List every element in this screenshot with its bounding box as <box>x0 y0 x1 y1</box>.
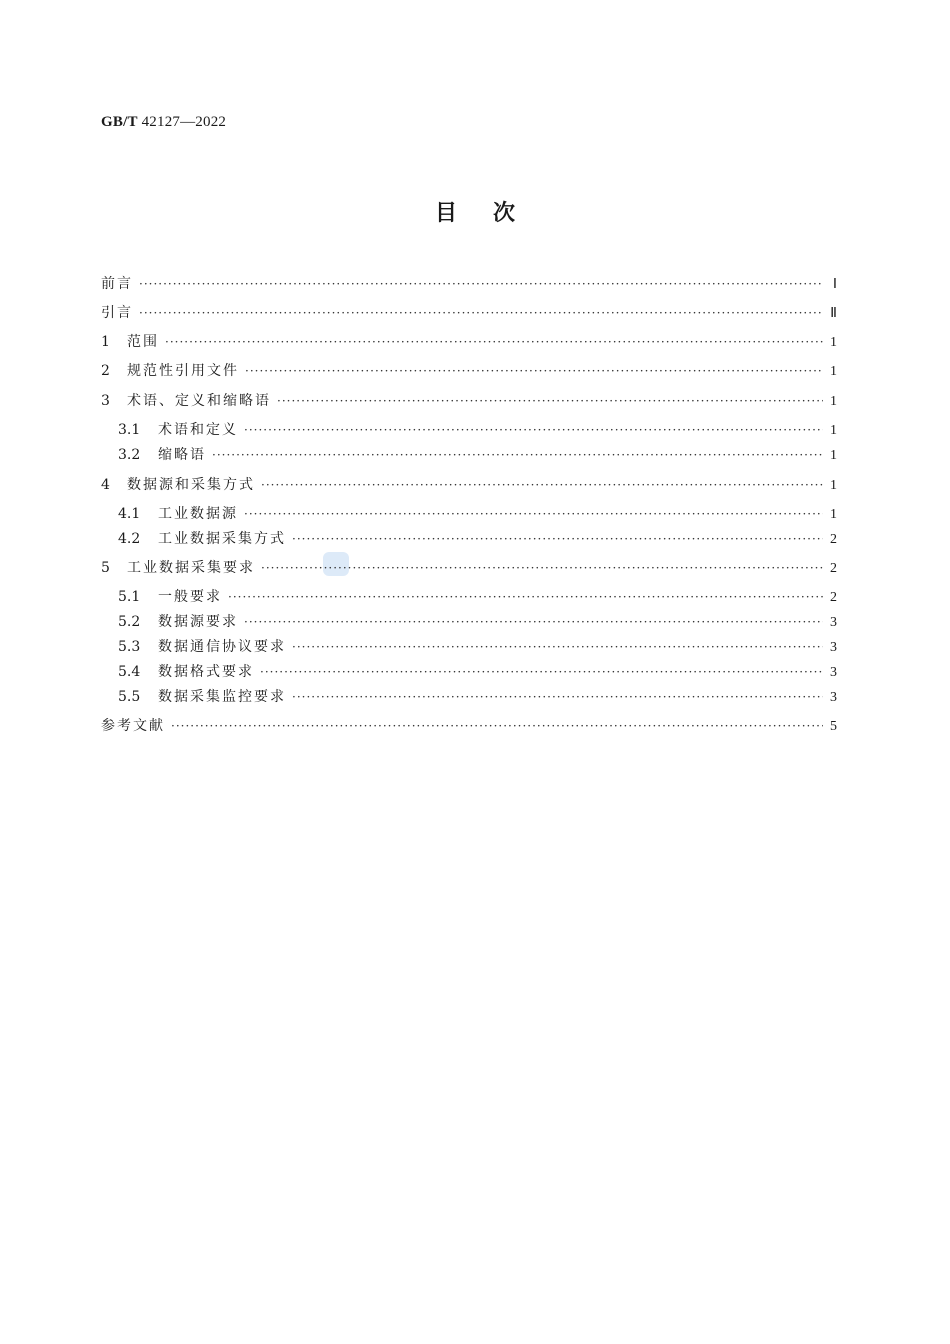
toc-entry[interactable] <box>101 716 837 736</box>
toc-entry-title: 数据通信协议要求 <box>158 639 286 655</box>
toc-entry-title: 引言 <box>101 305 133 321</box>
toc-dot-leader <box>244 504 823 524</box>
toc-entry-number: 5.4 <box>118 664 141 680</box>
toc-entry-title: 范围 <box>127 334 159 350</box>
toc-entry-page: 1 <box>830 448 837 463</box>
toc-entry[interactable] <box>101 637 837 657</box>
toc-dot-leader <box>261 558 823 578</box>
toc-entry-number: 2 <box>101 363 110 379</box>
toc-dot-leader <box>260 662 823 682</box>
toc-dot-leader <box>277 391 823 411</box>
toc-entry-number: 5.5 <box>118 689 141 705</box>
toc-entry-title: 工业数据采集方式 <box>158 531 286 547</box>
toc-entry-title: 数据采集监控要求 <box>158 689 286 705</box>
toc-entry-title: 术语和定义 <box>158 422 238 438</box>
toc-entry-page: 3 <box>830 615 837 630</box>
toc-entry-title: 一般要求 <box>158 589 222 605</box>
toc-entry-number: 5.1 <box>118 589 141 605</box>
toc-entry-page: 2 <box>830 532 837 547</box>
toc-entry-page: 1 <box>830 364 837 379</box>
toc-entry[interactable] <box>101 558 837 578</box>
toc-dot-leader <box>139 303 823 323</box>
toc-entry-page: 3 <box>830 665 837 680</box>
toc-entry-number: 5 <box>101 560 110 576</box>
toc-entry-number: 4 <box>101 477 110 493</box>
toc-entry-number: 5.2 <box>118 614 141 630</box>
toc-entry-title: 前言 <box>101 276 133 292</box>
toc-dot-leader <box>244 612 823 632</box>
toc-entry-number: 3.1 <box>118 422 141 438</box>
toc-entry-page: 3 <box>830 690 837 705</box>
toc-dot-leader <box>245 361 823 381</box>
toc-entry-page: 5 <box>830 719 837 734</box>
toc-entry-title: 参考文献 <box>101 718 165 734</box>
toc-entry[interactable] <box>101 303 837 323</box>
toc-entry-number: 3 <box>101 393 110 409</box>
toc-entry-number: 3.2 <box>118 447 141 463</box>
page-title: 目次 <box>434 200 551 226</box>
toc-dot-leader <box>212 445 823 465</box>
toc-entry[interactable] <box>101 504 837 524</box>
standard-year-number: 42127—2022 <box>141 114 227 130</box>
toc-entry-title: 缩略语 <box>158 447 206 463</box>
toc-dot-leader <box>292 529 823 549</box>
toc-entry-page: 1 <box>830 423 837 438</box>
toc-entry-page: 2 <box>830 561 837 576</box>
toc-dot-leader <box>292 637 823 657</box>
toc-entry-number: 4.2 <box>118 531 141 547</box>
toc-entry[interactable] <box>101 361 837 381</box>
toc-dot-leader <box>244 420 823 440</box>
toc-entry-page: 1 <box>830 394 837 409</box>
toc-entry[interactable] <box>101 475 837 495</box>
toc-entry[interactable] <box>101 662 837 682</box>
toc-entry-title: 工业数据采集要求 <box>127 560 255 576</box>
toc-entry[interactable] <box>101 274 837 294</box>
standard-code: GB/T <box>101 114 138 130</box>
toc-entry[interactable] <box>101 587 837 607</box>
toc-entry-title: 数据源要求 <box>158 614 238 630</box>
toc-entry-number: 1 <box>101 334 110 350</box>
toc-entry-page: Ⅱ <box>830 306 837 321</box>
toc-entry-title: 数据格式要求 <box>158 664 254 680</box>
toc-entry-page: 1 <box>830 335 837 350</box>
toc-dot-leader <box>292 687 823 707</box>
toc-dot-leader <box>228 587 823 607</box>
toc-dot-leader <box>165 332 823 352</box>
toc-entry[interactable] <box>101 529 837 549</box>
toc-entry[interactable] <box>101 612 837 632</box>
toc-entry-number: 4.1 <box>118 506 141 522</box>
toc-entry-page: 1 <box>830 507 837 522</box>
toc-entry[interactable] <box>101 391 837 411</box>
toc-entry-page: 2 <box>830 590 837 605</box>
toc-dot-leader <box>171 716 823 736</box>
toc-entry-title: 数据源和采集方式 <box>127 477 255 493</box>
toc-entry-page: Ⅰ <box>832 277 837 292</box>
toc-entry[interactable] <box>101 687 837 707</box>
toc-dot-leader <box>139 274 823 294</box>
toc-entry-title: 规范性引用文件 <box>127 363 239 379</box>
toc-entry-number: 5.3 <box>118 639 141 655</box>
toc-entry-page: 1 <box>830 478 837 493</box>
toc-entry-title: 术语、定义和缩略语 <box>127 393 271 409</box>
standard-number <box>101 114 226 131</box>
toc-entry[interactable] <box>101 445 837 465</box>
toc-entry[interactable] <box>101 332 837 352</box>
toc-dot-leader <box>261 475 823 495</box>
toc-entry-page: 3 <box>830 640 837 655</box>
toc-entry-title: 工业数据源 <box>158 506 238 522</box>
toc-entry[interactable] <box>101 420 837 440</box>
